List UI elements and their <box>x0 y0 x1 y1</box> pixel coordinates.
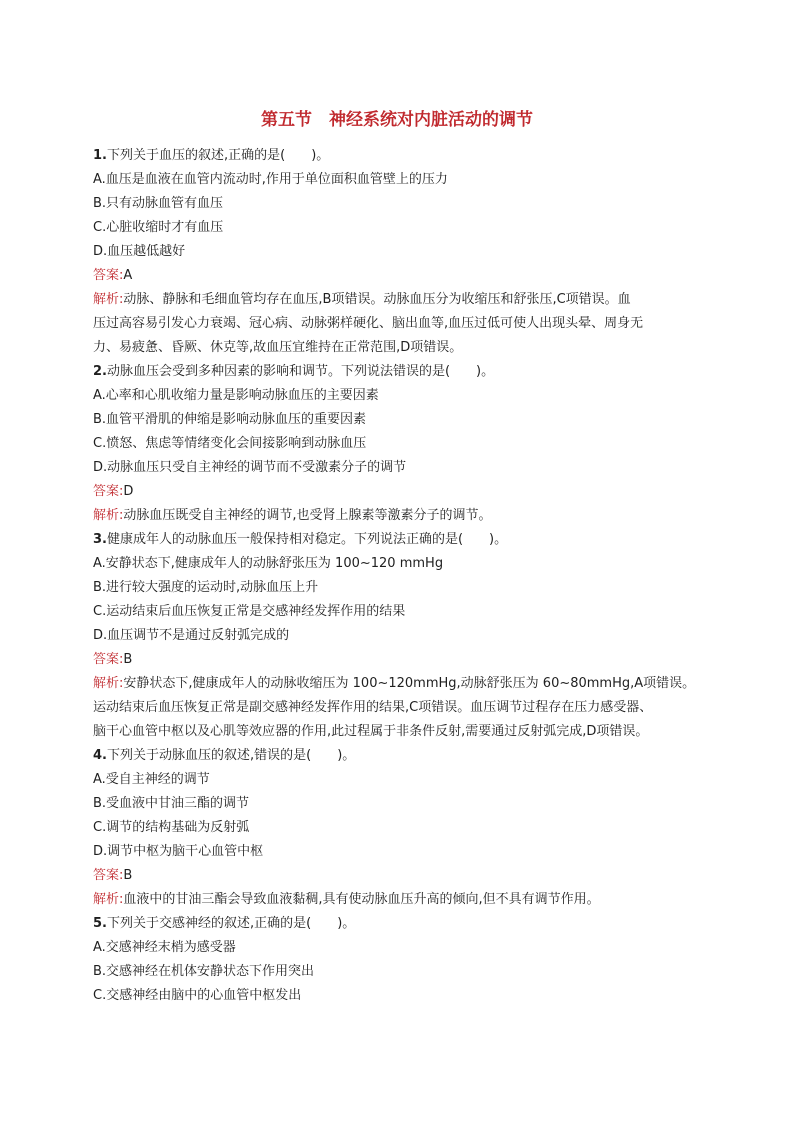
analysis-text: 运动结束后血压恢复正常是副交感神经发挥作用的结果,C项错误。血压调节过程存在压力感受器、 <box>93 700 653 715</box>
answer-label: 答案: <box>93 868 124 883</box>
option-b: B.血管平滑肌的伸缩是影响动脉血压的重要因素 <box>93 412 367 427</box>
option-b: B.只有动脉血管有血压 <box>93 196 224 211</box>
answer-line <box>93 264 713 288</box>
question-stem-line <box>93 528 713 552</box>
answer-value: D <box>123 484 134 499</box>
option-c: C.调节的结构基础为反射弧 <box>93 820 250 835</box>
question-stem-line <box>93 744 713 768</box>
option-d: D.血压调节不是通过反射弧完成的 <box>93 628 290 643</box>
question-stem: 健康成年人的动脉血压一般保持相对稳定。下列说法正确的是( )。 <box>106 532 508 547</box>
question-stem-line <box>93 912 713 936</box>
question-1 <box>93 144 713 360</box>
analysis-label: 解析: <box>93 292 124 307</box>
analysis-label: 解析: <box>93 676 124 691</box>
question-number: 2. <box>93 364 107 379</box>
question-2 <box>93 360 713 528</box>
option-c: C.愤怒、焦虑等情绪变化会间接影响到动脉血压 <box>93 436 367 451</box>
answer-value: B <box>123 868 133 883</box>
question-number: 5. <box>93 916 107 931</box>
analysis-text: 血液中的甘油三酯会导致血液黏稠,具有使动脉血压升高的倾向,但不具有调节作用。 <box>123 892 600 907</box>
option-a: A.受自主神经的调节 <box>93 772 210 787</box>
option-b: B.受血液中甘油三酯的调节 <box>93 796 250 811</box>
option-d: D.调节中枢为脑干心血管中枢 <box>93 844 264 859</box>
option-a: A.交感神经末梢为感受器 <box>93 940 236 955</box>
question-stem: 动脉血压会受到多种因素的影响和调节。下列说法错误的是( )。 <box>106 364 495 379</box>
question-stem: 下列关于交感神经的叙述,正确的是( )。 <box>106 916 356 931</box>
question-4 <box>93 744 713 912</box>
analysis-text: 动脉血压既受自主神经的调节,也受肾上腺素等激素分子的调节。 <box>123 508 492 523</box>
analysis-line <box>93 288 713 312</box>
question-stem-line <box>93 360 713 384</box>
page-title: 第五节 神经系统对内脏活动的调节 <box>261 110 533 130</box>
answer-line <box>93 480 713 504</box>
option-b: B.交感神经在机体安静状态下作用突出 <box>93 964 315 979</box>
analysis-text: 动脉、静脉和毛细血管均存在血压,B项错误。动脉血压分为收缩压和舒张压,C项错误。血 <box>123 292 631 307</box>
answer-label: 答案: <box>93 652 124 667</box>
analysis-text: 脑干心血管中枢以及心肌等效应器的作用,此过程属于非条件反射,需要通过反射弧完成,D项错误。 <box>93 724 649 739</box>
question-stem: 下列关于血压的叙述,正确的是( )。 <box>106 148 330 163</box>
option-d: D.动脉血压只受自主神经的调节而不受激素分子的调节 <box>93 460 407 475</box>
analysis-label: 解析: <box>93 508 124 523</box>
answer-line <box>93 864 713 888</box>
answer-line <box>93 648 713 672</box>
option-d: D.血压越低越好 <box>93 244 186 259</box>
analysis-line <box>93 504 713 528</box>
option-c: C.运动结束后血压恢复正常是交感神经发挥作用的结果 <box>93 604 406 619</box>
option-a: A.安静状态下,健康成年人的动脉舒张压为 100~120 mmHg <box>93 556 444 571</box>
option-c: C.交感神经由脑中的心血管中枢发出 <box>93 988 302 1003</box>
answer-label: 答案: <box>93 484 124 499</box>
analysis-line <box>93 672 713 696</box>
analysis-text: 压过高容易引发心力衰竭、冠心病、动脉粥样硬化、脑出血等,血压过低可使人出现头晕、周身无 <box>93 316 644 331</box>
option-c: C.心脏收缩时才有血压 <box>93 220 224 235</box>
option-a: A.血压是血液在血管内流动时,作用于单位面积血管壁上的压力 <box>93 172 448 187</box>
answer-label: 答案: <box>93 268 124 283</box>
question-number: 1. <box>93 148 107 163</box>
question-stem-line <box>93 144 713 168</box>
option-a: A.心率和心肌收缩力量是影响动脉血压的主要因素 <box>93 388 379 403</box>
question-list <box>93 144 713 1008</box>
analysis-label: 解析: <box>93 892 124 907</box>
question-stem: 下列关于动脉血压的叙述,错误的是( )。 <box>106 748 356 763</box>
question-3 <box>93 528 713 744</box>
question-number: 4. <box>93 748 107 763</box>
analysis-text: 安静状态下,健康成年人的动脉收缩压为 100~120mmHg,动脉舒张压为 60~80mmHg,A项错误。 <box>123 676 696 691</box>
question-number: 3. <box>93 532 107 547</box>
analysis-line <box>93 888 713 912</box>
question-5 <box>93 912 713 1008</box>
analysis-text: 力、易疲惫、昏厥、休克等,故血压宜维持在正常范围,D项错误。 <box>93 340 463 355</box>
option-b: B.进行较大强度的运动时,动脉血压上升 <box>93 580 319 595</box>
answer-value: A <box>123 268 133 283</box>
answer-value: B <box>123 652 133 667</box>
